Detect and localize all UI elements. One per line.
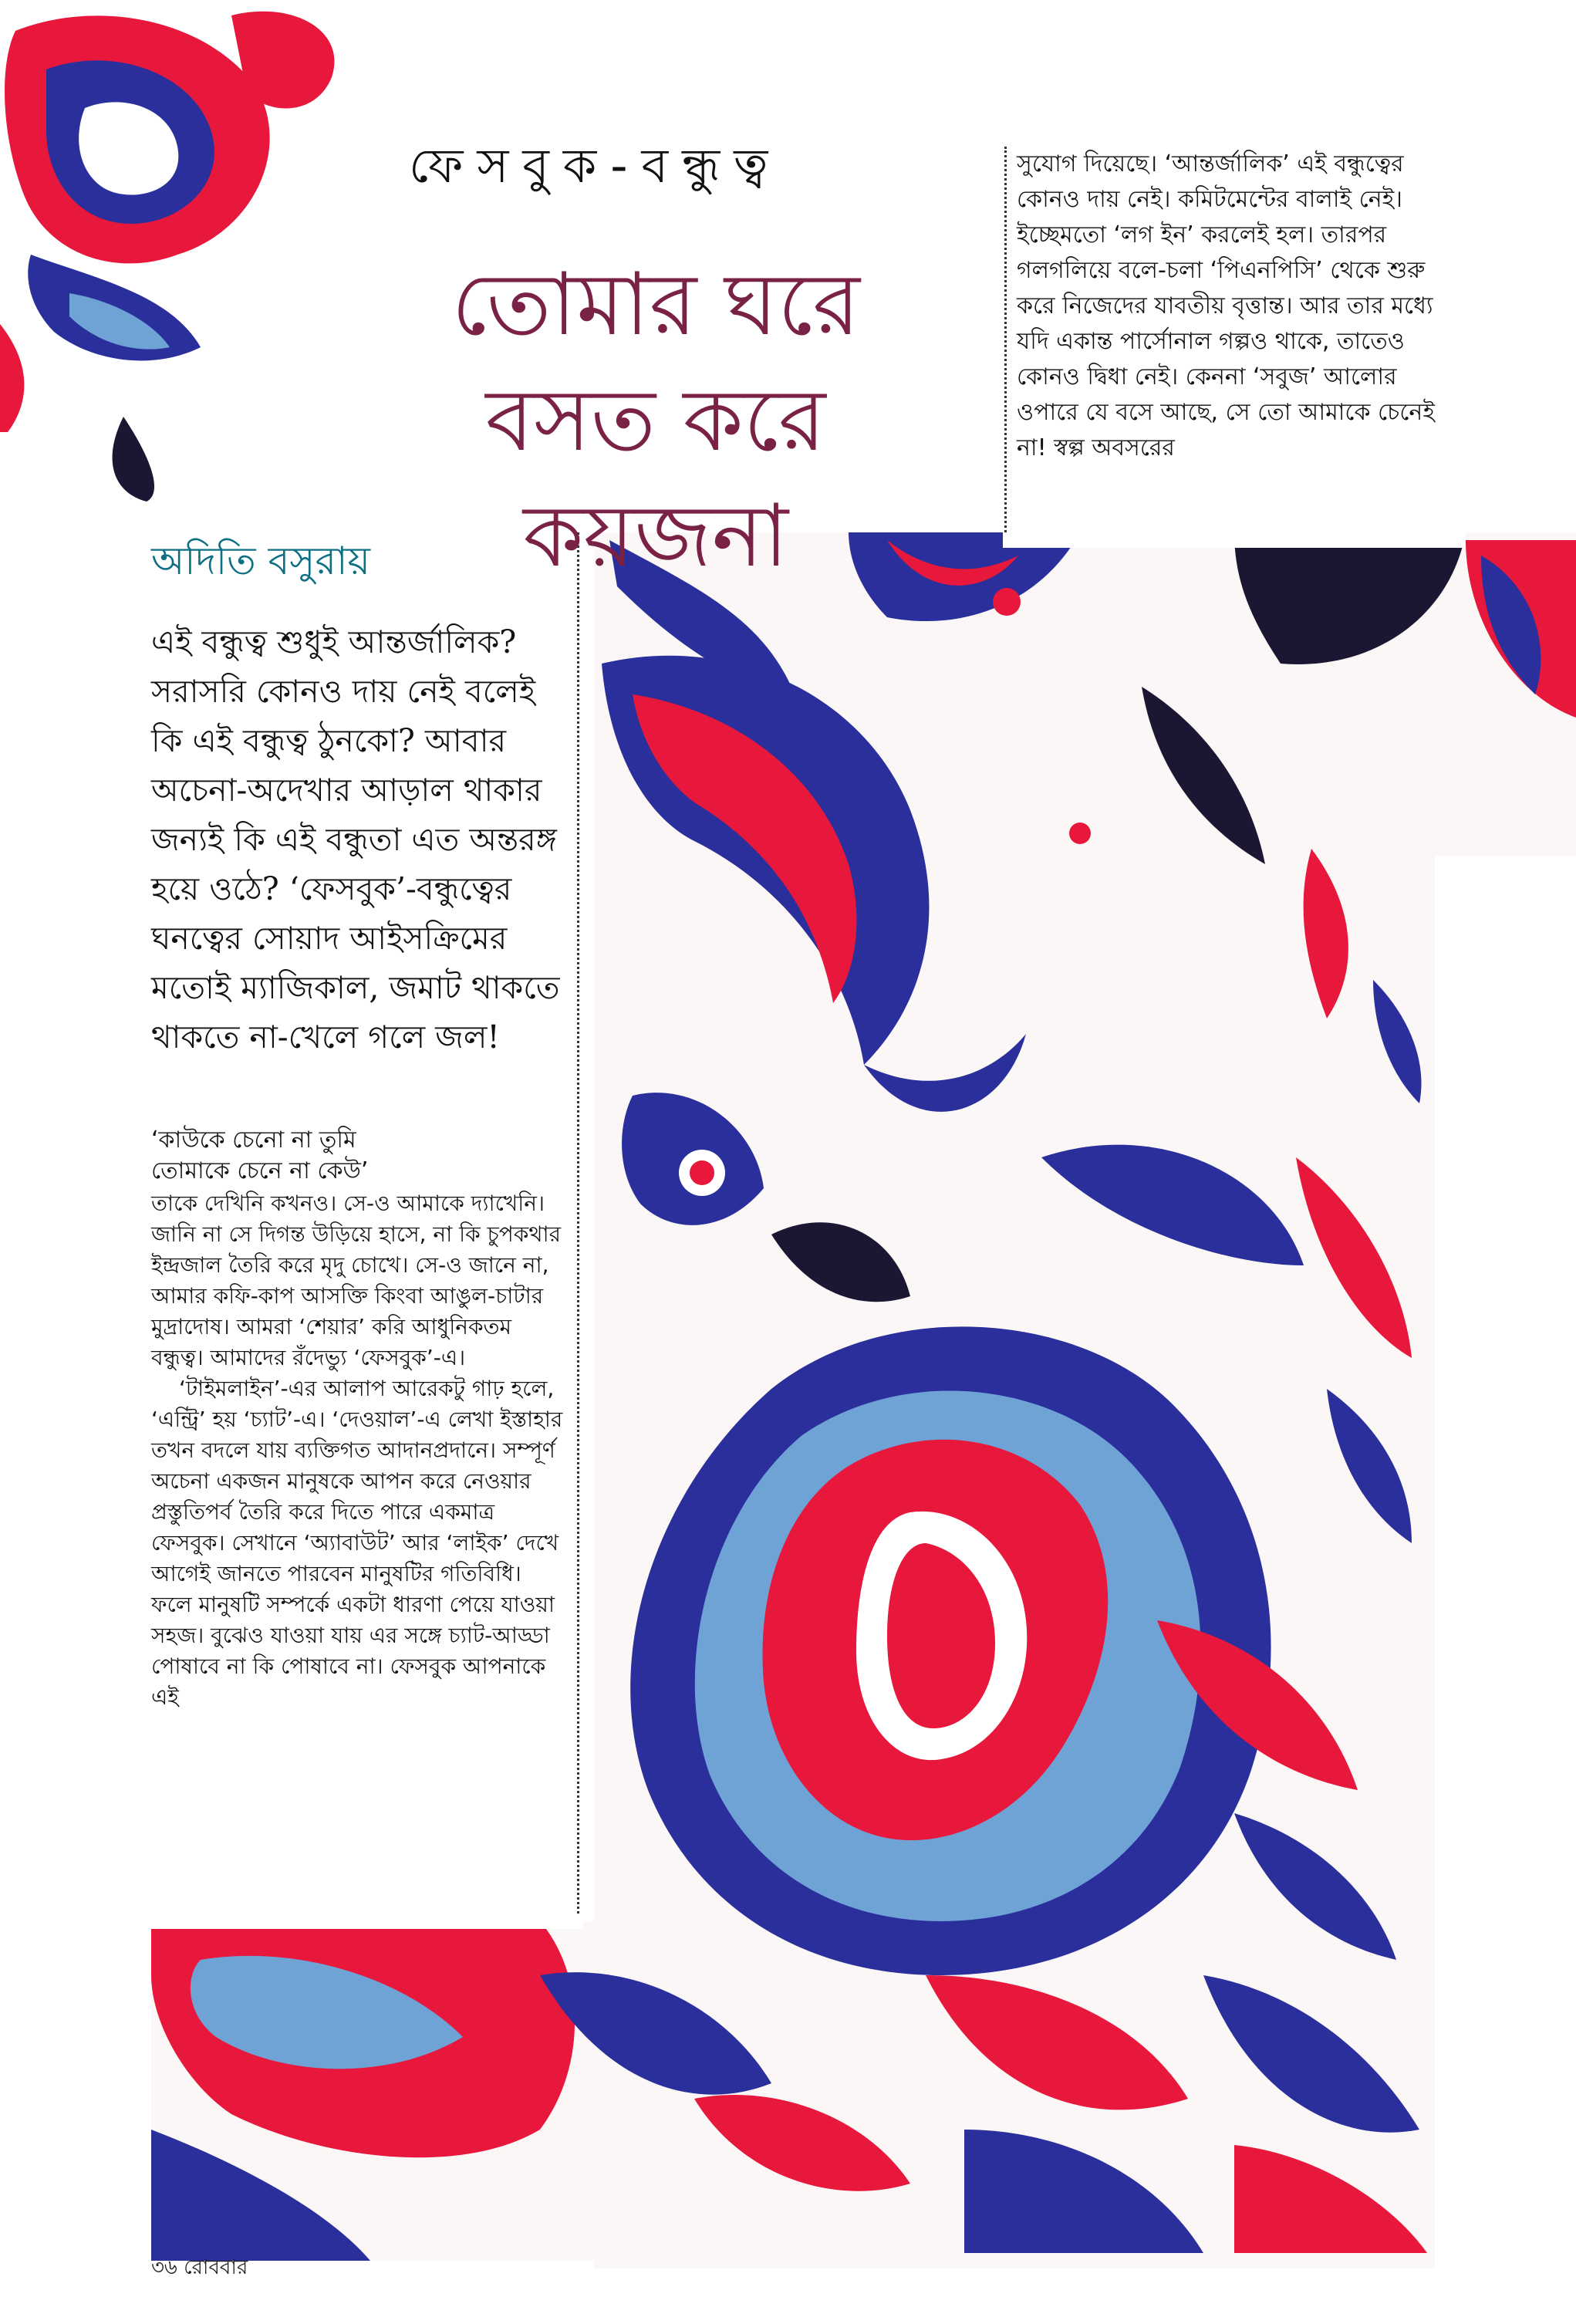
body-paragraph-2: ‘টাইমলাইন’-এর আলাপ আরেকটু গাঢ় হলে, ‘এন্ট্রি’ হয় ‘চ্যাট’-এ। ‘দেওয়াল’-এ লেখা ইস্তাহার তখন বদলে যায় ব্যক্তিগত আদানপ্রদানে। সম্পূর্ণ অচেনা একজন মানুষকে আপন করে নেওয়ার প্রস্তুতিপর্ব তৈরি করে দিতে পারে একমাত্র ফেসবুক। সেখানে ‘অ্যাবাউট’ আর ‘লাইক’ দেখে আগেই জানতে পারবেন মানুষটির গতিবিধি। ফলে মানুষটি সম্পর্কে একটা ধারণা পেয়ে যাওয়া সহজ। বুঝেও যাওয়া যায় এর সঙ্গে চ্যাট-আড্ডা পোষাবে না কি পোষাবে না। ফেসবুক আপনাকে এই	[151, 1376, 563, 1710]
quote-line-1: ‘কাউকে চেনো না তুমি	[151, 1127, 356, 1154]
column-rule-top-right	[1004, 147, 1007, 532]
right-column-text	[1017, 147, 1449, 466]
body-column	[151, 1125, 568, 1713]
author-byline: অদিতি বসুরায়	[151, 539, 370, 583]
headline-line-2: বসত করে কয়জনা	[485, 370, 826, 586]
body-paragraph-1: তাকে দেখিনি কখনও। সে-ও আমাকে দ্যাখেনি। জানি না সে দিগন্ত উড়িয়ে হাসে, না কি চুপকথার ইন্দ্রজাল তৈরি করে মৃদু চোখে। সে-ও জানে না, আমার কফি-কাপ আসক্তি কিংবা আঙুল-চাটার মুদ্রাদোষ। আমরা ‘শেয়ার’ করি আধুনিকতম বন্ধুত্ব। আমাদের রঁদেভ্যু ‘ফেসবুক’-এ।	[151, 1191, 561, 1370]
headline-line-1: তোমার ঘরে	[451, 255, 860, 355]
section-kicker: ফেসবুক-বন্ধুত্ব	[409, 137, 782, 194]
column-rule-left	[577, 532, 579, 1914]
headline	[363, 247, 949, 594]
corner-floral-motif	[0, 0, 363, 502]
intro-paragraph: এই বন্ধুত্ব শুধুই আন্তর্জালিক? সরাসরি কোনও দায় নেই বলেই কি এই বন্ধুত্ব ঠুনকো? আবার অচেনা-অদেখার আড়াল থাকার জন্যই কি এই বন্ধুতা এত অন্তরঙ্গ হয়ে ওঠে? ‘ফেসবুক’-বন্ধুত্বের ঘনত্বের সোয়াদ আইসক্রিমের মতোই ম্যাজিকাল, জমাট থাকতে থাকতে না-খেলে গলে জল!	[151, 623, 560, 1056]
right-column-paragraph: সুযোগ দিয়েছে। ‘আন্তর্জালিক’ এই বন্ধুত্বের কোনও দায় নেই। কমিটমেন্টের বালাই নেই। ইচ্ছেমতো ‘লগ ইন’ করলেই হল। তারপর গলগলিয়ে বলে-চলা ‘পিএনপিসি’ থেকে শুরু করে নিজেদের যাবতীয় বৃত্তান্ত। আর তার মধ্যে যদি একান্ত পার্সোনাল গল্পও থাকে, তাতেও কোনও দ্বিধা নেই। কেননা ‘সবুজ’ আলোর ওপারে যে বসে আছে, সে তো আমাকে চেনেই না! স্বল্প অবসরের	[1017, 150, 1435, 461]
page-footer: ৩৬ রোববার	[151, 2256, 248, 2279]
intro-standfirst	[151, 617, 568, 1062]
quote-line-2: তোমাকে চেনে না কেউ’	[151, 1157, 369, 1184]
